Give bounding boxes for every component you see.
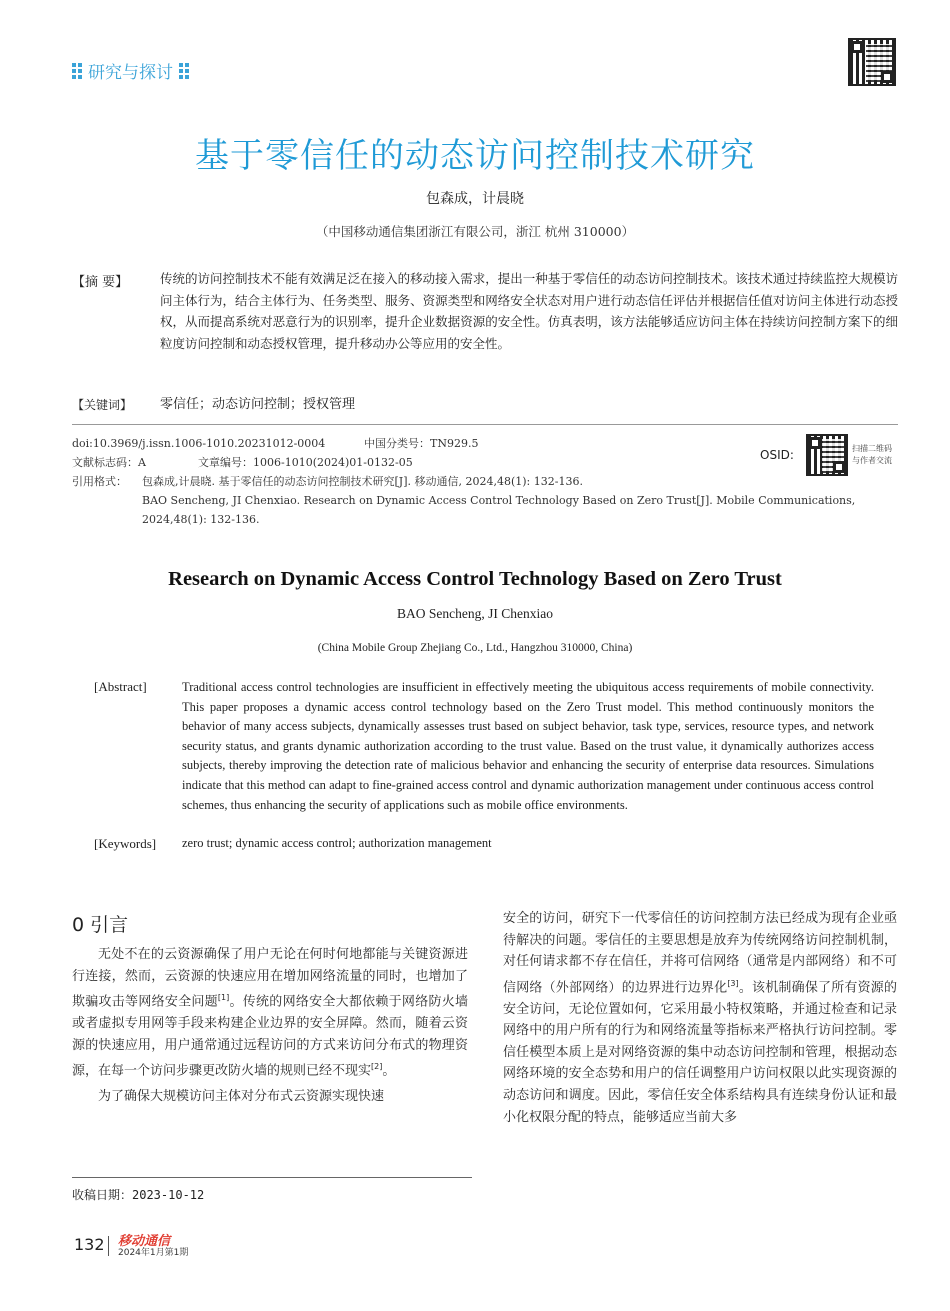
body-paragraph: [72, 944, 468, 1082]
citation-en-2: 2024,48(1): 132-136.: [142, 513, 260, 526]
body-left-column: [72, 944, 468, 1108]
scan-note-line-1: 扫描二维码: [852, 444, 892, 453]
keywords-text-en: zero trust; dynamic access control; authorization management: [182, 836, 492, 850]
body-text: 无处不在的云资源确保了用户无论在何时何地都能与关键资源进行连接，然而，云资源的快速应用在增加网络流量的同时，也增加了欺骗攻击等网络安全问题: [72, 947, 468, 1010]
citation-cn: 包森成,计晨晓. 基于零信任的动态访问控制技术研究[J]. 移动通信, 2024,48(1): 132-136.: [142, 475, 583, 488]
body-paragraph: 为了确保大规模访问主体对分布式云资源实现快速: [98, 1089, 385, 1105]
keywords-label-en: [Keywords]: [94, 836, 157, 851]
body-paragraph: [503, 908, 897, 1128]
abstract-text-en: Traditional access control technologies are insufficient in effectively meeting the ubiquitous access requirements of mobile connectivity. This paper proposes a dynamic access control technology based on the Zero Trust model. This method continuously monitors the behavior of many access subjects, dynamically assesses trust based on subject behavior, task type, services, resource types, and network security status, and grants dynamic authorization according to the trust value. Based on the trust value, it dynamically authorizes access subjects, thereby improving the detection rate of malicious behavior and enhancing the security of enterprise data resources. Simulations indicate that this method can adapt to fine-grained access control and dynamic authorization management under continuous access control schemes, thus enhancing the security of applications such as mobile office environments.: [182, 680, 874, 812]
osid-qr-code-icon[interactable]: [806, 434, 848, 476]
affiliation-cn: （中国移动通信集团浙江有限公司，浙江 杭州 310000）: [315, 224, 635, 239]
authors-en: BAO Sencheng, JI Chenxiao: [397, 606, 553, 621]
clc-number: 中国分类号：TN929.5: [364, 437, 479, 450]
abstract-label-cn: 【摘 要】: [72, 275, 129, 290]
affiliation-en: (China Mobile Group Zhejiang Co., Ltd., Hangzhou 310000, China): [317, 642, 633, 654]
footer-separator: [108, 1236, 109, 1256]
grid-dots-icon: [179, 63, 189, 79]
section-heading: 0 引言: [72, 914, 129, 936]
title-en: Research on Dynamic Access Control Technology Based on Zero Trust: [168, 568, 782, 590]
journal-logo: 移动通信: [118, 1234, 171, 1249]
qr-code-icon[interactable]: [848, 38, 896, 86]
keywords-text-cn: 零信任；动态访问控制；授权管理: [160, 397, 356, 412]
body-text: 。该机制确保了所有资源的安全访问，无论位置如何，它采用最小特权策略，并通过检查和记录网络中的用户所有的行为和网络流量等指标来严格执行访问控制。零信任模型本质上是对网络资源的集中动态访问控制和管理，根据动态网络环境的安全态势和用户的信任调整用户访问权限以此实现资源的动态访问和调度。因此，零信任安全体系结构具有连续身份认证和最小化权限分配的特点，能够适应当前大多: [503, 980, 897, 1125]
divider: [72, 424, 898, 425]
authors-cn: 包森成，计晨晓: [426, 191, 524, 207]
abstract-text-cn: 传统的访问控制技术不能有效满足泛在接入的移动接入需求，提出一种基于零信任的动态访问控制技术。该技术通过持续监控大规模访问主体行为，结合主体行为、任务类型、服务、资源类型和网络安全状态对用户进行动态信任评估并根据信任值对访问主体进行动态授权，从而提高系统对恶意行为的识别率，提升企业数据资源的安全性。仿真表明，该方法能够适应访问主体在持续访问控制方案下的细粒度访问控制和动态授权管理，提升移动办公等应用的安全性。: [160, 271, 898, 351]
keywords-label-cn: 【关键词】: [72, 398, 133, 412]
body-text: 。: [382, 1063, 396, 1079]
grid-dots-icon: [72, 63, 82, 79]
abstract-label-en: [Abstract]: [94, 679, 147, 694]
citation-ref[interactable]: [3]: [727, 978, 739, 988]
page-number: 132: [74, 1235, 105, 1254]
osid-label: OSID:: [760, 448, 794, 462]
doi[interactable]: doi:10.3969/j.issn.1006-1010.20231012-0004: [72, 437, 326, 450]
scan-note-line-2: 与作者交流: [852, 456, 892, 465]
doc-code: 文献标志码：A: [72, 456, 146, 469]
section-label: 研究与探讨: [88, 63, 173, 83]
scan-note: [852, 443, 892, 467]
received-date: 收稿日期：2023-10-12: [72, 1188, 205, 1202]
citation-ref[interactable]: [2]: [371, 1062, 383, 1072]
section-tag: [72, 58, 189, 83]
body-text: 。传统的网络安全大都依赖于网络防火墙或者虚拟专用网等手段来构建企业边界的安全屏障。然而，随着云资源的快速应用，用户通常通过远程访问的方式来访问分布式的物理资源，在每一个访问步骤更改防火墙的规则已经不现实: [72, 994, 468, 1079]
citation-en-1: BAO Sencheng, JI Chenxiao. Research on Dynamic Access Control Technology Based on Zero Trust[J]. Mobile Communications,: [142, 494, 856, 507]
footnote-divider: [72, 1177, 472, 1178]
issue-date: 2024年1月第1期: [118, 1248, 189, 1258]
page-title: 基于零信任的动态访问控制技术研究: [195, 136, 755, 176]
citation-label: 引用格式：: [72, 475, 127, 488]
body-right-column: [503, 908, 897, 1128]
article-number: 文章编号：1006-1010(2024)01-0132-05: [198, 456, 413, 469]
body-text: 安全的访问，研究下一代零信任的访问控制方法已经成为现有企业亟待解决的问题。零信任的主要思想是放弃为传统网络访问控制机制，对任何请求都不存在信任，并将可信网络（通常是内部网络）和不可信网络（外部网络）的边界进行边界化: [503, 911, 897, 996]
citation-ref[interactable]: [1]: [217, 993, 230, 1003]
